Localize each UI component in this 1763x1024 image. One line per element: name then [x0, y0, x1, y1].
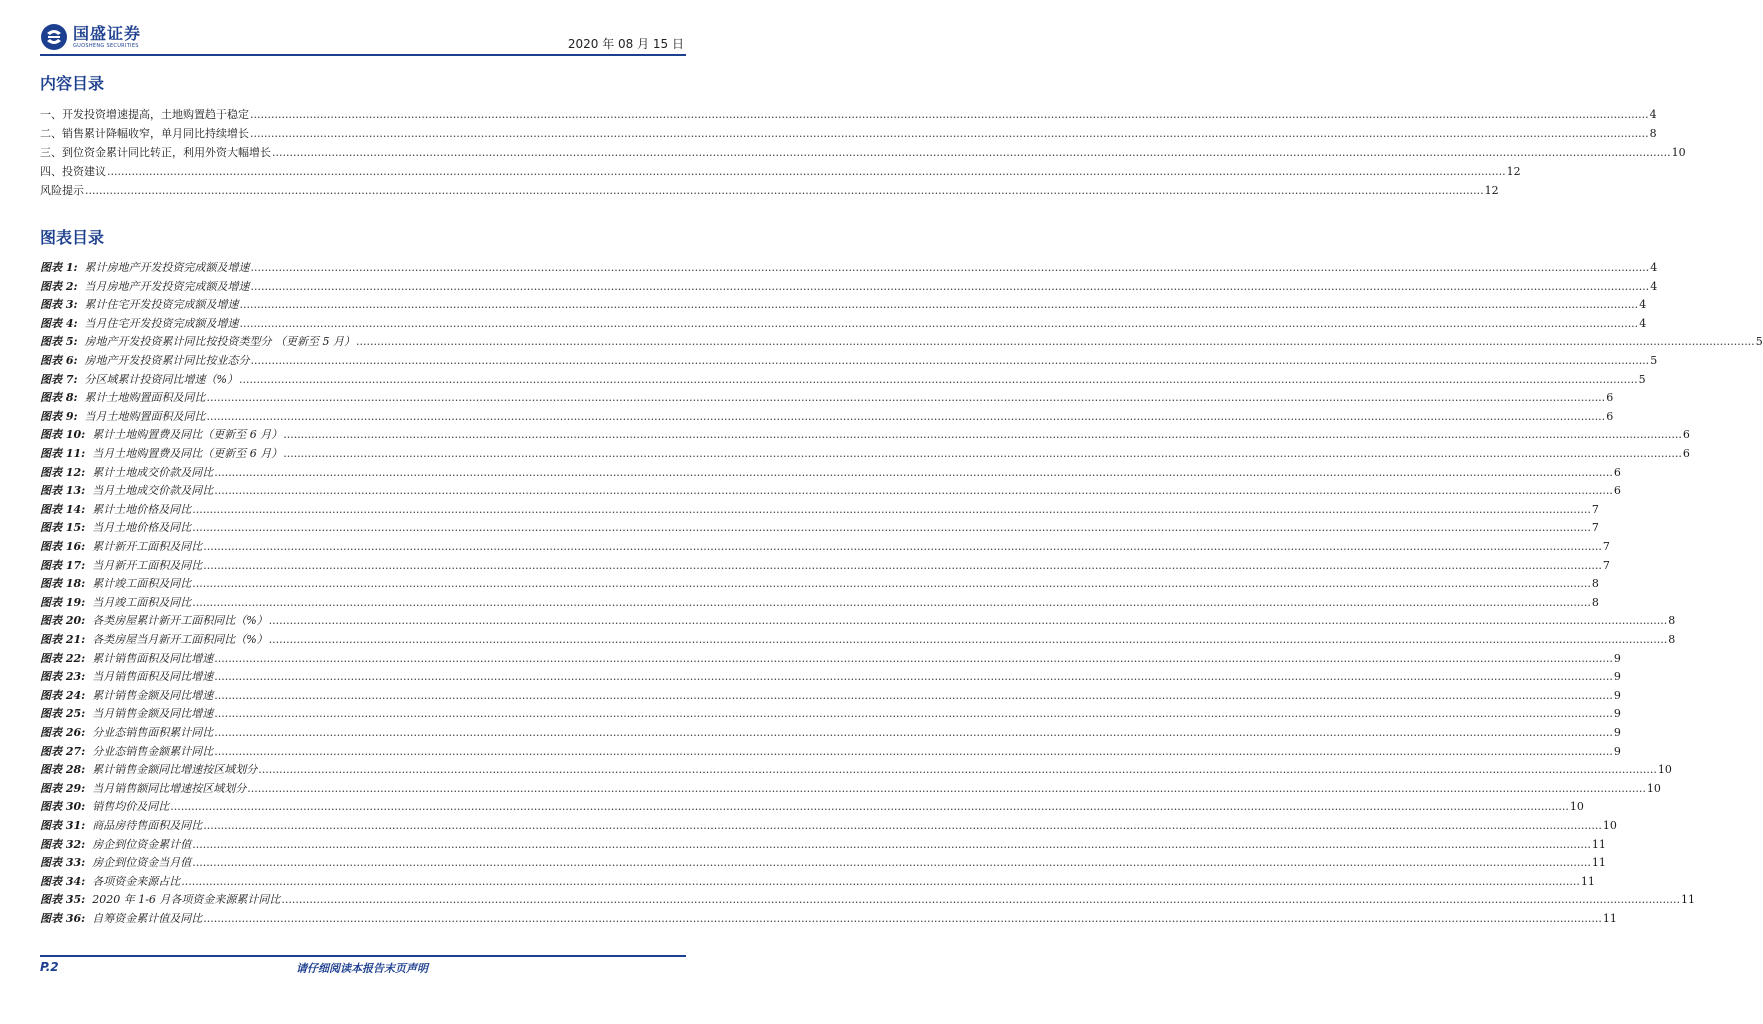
figure-caption: 当月土地成交价款及同比 — [92, 484, 214, 498]
dot-leader: ................................................................................................................................................................................................................................................................................................................................................................................................................ — [192, 577, 1591, 591]
figure-caption: 当月住宅开发投资完成额及增速 — [84, 316, 239, 330]
dot-leader: ................................................................................................................................................................................................................................................................................................................................................................................................................ — [250, 354, 1650, 367]
entry-page-number: 11 — [1591, 837, 1606, 851]
dot-leader: ................................................................................................................................................................................................................................................................................................................................................................................................................ — [250, 108, 1649, 121]
entry-page-number: 6 — [1613, 465, 1621, 479]
entry-label — [40, 428, 282, 442]
figure-number: 图表 34: — [40, 874, 86, 888]
dot-leader: ................................................................................................................................................................................................................................................................................................................................................................................................................ — [192, 521, 1591, 535]
dot-leader: ................................................................................................................................................................................................................................................................................................................................................................................................................ — [268, 633, 1668, 646]
figure-entry[interactable] — [40, 294, 1647, 312]
figure-number: 图表 14: — [40, 502, 86, 516]
dot-leader: ................................................................................................................................................................................................................................................................................................................................................................................................................ — [192, 856, 1591, 870]
entry-label — [40, 577, 191, 591]
figure-entry[interactable] — [40, 313, 1647, 331]
figure-caption: 各类房屋累计新开工面积同比（%） — [92, 614, 268, 628]
dot-leader: ................................................................................................................................................................................................................................................................................................................................................................................................................ — [192, 502, 1591, 516]
figure-entry[interactable] — [40, 406, 1614, 424]
entry-label — [40, 633, 268, 647]
figure-caption: 当月销售金额及同比增速 — [92, 707, 214, 721]
figure-number: 图表 29: — [40, 781, 86, 795]
figure-entry[interactable] — [40, 685, 1621, 703]
figure-number: 图表 36: — [40, 912, 86, 925]
entry-label — [40, 893, 280, 907]
figure-entry[interactable] — [40, 852, 1606, 870]
footer-divider — [40, 955, 686, 957]
entry-page-number: 11 — [1580, 874, 1595, 888]
dot-leader: ................................................................................................................................................................................................................................................................................................................................................................................................................ — [214, 484, 1613, 498]
figure-number: 图表 15: — [40, 521, 86, 535]
logo-icon — [40, 23, 68, 51]
figure-caption: 分区域累计投资同比增速（%） — [84, 372, 238, 386]
figure-entry[interactable] — [40, 387, 1614, 405]
figure-entry[interactable] — [40, 592, 1599, 610]
dot-leader: ................................................................................................................................................................................................................................................................................................................................................................................................................ — [250, 127, 1649, 140]
header-divider — [40, 54, 686, 56]
dot-leader: ................................................................................................................................................................................................................................................................................................................................................................................................................ — [214, 707, 1613, 721]
figure-caption: 分业态销售面积累计同比 — [92, 726, 214, 739]
entry-label — [40, 912, 202, 926]
figure-caption: 当月房地产开发投资完成额及增速 — [84, 279, 250, 293]
figure-caption: 累计住宅开发投资完成额及增速 — [84, 298, 239, 312]
figure-caption: 累计土地购置面积及同比 — [84, 391, 206, 405]
dot-leader: ................................................................................................................................................................................................................................................................................................................................................................................................................ — [203, 558, 1602, 572]
entry-page-number: 12 — [1484, 184, 1499, 197]
figure-caption: 累计销售面积及同比增速 — [92, 651, 214, 665]
entry-label — [40, 261, 250, 275]
figure-entry[interactable] — [40, 871, 1595, 889]
figure-caption: 房企到位资金当月值 — [92, 856, 192, 870]
entry-label — [40, 521, 191, 535]
figure-caption: 累计土地价格及同比 — [92, 502, 192, 516]
entry-label — [40, 707, 213, 721]
dot-leader: ................................................................................................................................................................................................................................................................................................................................................................................................................ — [214, 688, 1613, 702]
figure-number: 图表 21: — [40, 633, 86, 646]
dot-leader: ................................................................................................................................................................................................................................................................................................................................................................................................................ — [247, 781, 1646, 795]
entry-label — [40, 726, 213, 740]
page-number: P.2 — [40, 960, 59, 974]
company-logo — [40, 22, 141, 52]
entry-page-number: 5 — [1638, 372, 1646, 386]
figure-entry[interactable] — [40, 889, 1696, 907]
figure-caption: 当月土地购置面积及同比 — [84, 409, 206, 423]
entry-label — [40, 540, 202, 554]
figure-entry[interactable] — [40, 610, 1676, 628]
entry-page-number: 4 — [1650, 279, 1658, 293]
figure-entry[interactable] — [40, 536, 1610, 554]
figure-entry[interactable] — [40, 555, 1610, 573]
figure-entry[interactable] — [40, 276, 1658, 294]
figure-caption: 累计新开工面积及同比 — [92, 540, 203, 553]
entry-page-number: 6 — [1606, 391, 1614, 405]
entry-label: 四、投资建议 — [40, 165, 106, 178]
entry-page-number: 11 — [1602, 912, 1617, 925]
figure-number: 图表 13: — [40, 484, 86, 498]
dot-leader: ................................................................................................................................................................................................................................................................................................................................................................................................................ — [283, 447, 1682, 460]
figure-number: 图表 1: — [40, 261, 78, 274]
figure-number: 图表 18: — [40, 577, 86, 591]
entry-page-number: 7 — [1602, 540, 1610, 553]
figure-caption: 房地产开发投资累计同比按业态分 — [84, 354, 250, 367]
dot-leader: ................................................................................................................................................................................................................................................................................................................................................................................................................ — [214, 726, 1613, 739]
toc-entry[interactable] — [40, 142, 1686, 160]
figure-number: 图表 20: — [40, 614, 86, 628]
entry-page-number: 7 — [1602, 558, 1610, 572]
figure-caption: 各项资金来源占比 — [92, 874, 181, 888]
logo-english-name: GUOSHENG SECURITIES — [73, 42, 139, 49]
figure-caption: 自筹资金累计值及同比 — [92, 912, 203, 925]
figure-number: 图表 6: — [40, 354, 78, 367]
entry-label — [40, 484, 213, 498]
figure-entry[interactable] — [40, 759, 1672, 777]
entry-page-number: 9 — [1613, 726, 1621, 739]
figure-number: 图表 17: — [40, 558, 86, 572]
entry-page-number: 11 — [1591, 856, 1606, 870]
figure-number: 图表 30: — [40, 800, 86, 814]
entry-page-number: 8 — [1649, 127, 1657, 140]
entry-label — [40, 745, 213, 759]
entry-page-number: 11 — [1681, 893, 1696, 907]
figure-entry[interactable] — [40, 703, 1621, 721]
dot-leader: ................................................................................................................................................................................................................................................................................................................................................................................................................ — [214, 744, 1613, 758]
figure-number: 图表 2: — [40, 279, 78, 293]
entry-page-number: 7 — [1591, 521, 1599, 535]
figure-caption: 当月土地购置费及同比（更新至 6 月） — [92, 447, 283, 460]
figure-number: 图表 31: — [40, 819, 86, 832]
figure-number: 图表 19: — [40, 595, 86, 609]
entry-page-number: 6 — [1682, 428, 1690, 442]
dot-leader: ................................................................................................................................................................................................................................................................................................................................................................................................................ — [268, 614, 1668, 628]
report-date: 2020 年 08 月 15 日 — [567, 37, 684, 51]
entry-label — [40, 856, 191, 870]
entry-label — [40, 782, 246, 796]
figure-number: 图表 35: — [40, 893, 86, 907]
entry-page-number: 9 — [1613, 744, 1621, 758]
entry-label: 二、销售累计降幅收窄，单月同比持续增长 — [40, 127, 249, 140]
dot-leader: ................................................................................................................................................................................................................................................................................................................................................................................................................ — [181, 874, 1580, 888]
entry-page-number: 5 — [1755, 335, 1763, 349]
entry-label — [40, 670, 213, 684]
figure-caption: 累计竣工面积及同比 — [92, 577, 192, 591]
dot-leader: ................................................................................................................................................................................................................................................................................................................................................................................................................ — [203, 912, 1602, 925]
entry-page-number: 6 — [1613, 484, 1621, 498]
figure-number: 图表 3: — [40, 298, 78, 312]
figure-number: 图表 26: — [40, 726, 86, 739]
dot-leader: ................................................................................................................................................................................................................................................................................................................................................................................................................ — [272, 146, 1671, 159]
entry-label — [40, 373, 238, 387]
entry-label — [40, 447, 282, 461]
figure-entry[interactable] — [40, 462, 1621, 480]
figure-caption: 当月土地价格及同比 — [92, 521, 192, 535]
dot-leader: ................................................................................................................................................................................................................................................................................................................................................................................................................ — [214, 465, 1613, 479]
figure-caption: 当月竣工面积及同比 — [92, 595, 192, 609]
dot-leader: ................................................................................................................................................................................................................................................................................................................................................................................................................ — [214, 670, 1613, 684]
logo-chinese-name: 国盛证券 — [73, 23, 142, 43]
entry-page-number: 10 — [1657, 763, 1672, 777]
figure-entry[interactable] — [40, 573, 1599, 591]
toc-title: 内容目录 — [40, 74, 105, 93]
figure-entry[interactable] — [40, 741, 1621, 759]
dot-leader: ................................................................................................................................................................................................................................................................................................................................................................................................................ — [107, 165, 1506, 178]
entry-page-number: 5 — [1650, 354, 1658, 367]
entry-label — [40, 819, 202, 833]
entry-page-number: 10 — [1646, 781, 1661, 795]
figure-caption: 销售均价及同比 — [92, 800, 170, 814]
figure-caption: 2020 年 1-6 月各项资金来源累计同比 — [92, 893, 281, 907]
figure-number: 图表 11: — [40, 447, 86, 460]
entry-page-number: 8 — [1591, 595, 1599, 609]
toc-entry[interactable] — [40, 180, 1499, 198]
entry-page-number: 8 — [1591, 577, 1599, 591]
figure-entry[interactable] — [40, 648, 1621, 666]
figure-entry[interactable] — [40, 257, 1658, 275]
entry-page-number: 4 — [1650, 261, 1658, 274]
figure-entry[interactable] — [40, 722, 1621, 740]
dot-leader: ................................................................................................................................................................................................................................................................................................................................................................................................................ — [283, 428, 1682, 442]
figure-caption: 房企到位资金累计值 — [92, 837, 192, 851]
toc-entry[interactable] — [40, 161, 1521, 179]
figure-number: 图表 10: — [40, 428, 86, 442]
dot-leader: ................................................................................................................................................................................................................................................................................................................................................................................................................ — [85, 184, 1484, 197]
entry-page-number: 12 — [1506, 165, 1521, 178]
entry-page-number: 10 — [1671, 146, 1686, 159]
entry-page-number: 8 — [1668, 614, 1676, 628]
entry-page-number: 6 — [1682, 447, 1690, 460]
entry-page-number: 4 — [1639, 298, 1647, 312]
figure-list-title: 图表目录 — [40, 228, 105, 247]
figure-entry[interactable] — [40, 499, 1599, 517]
entry-page-number: 9 — [1613, 707, 1621, 721]
figure-entry[interactable] — [40, 369, 1646, 387]
dot-leader: ................................................................................................................................................................................................................................................................................................................................................................................................................ — [203, 540, 1602, 553]
figure-entry[interactable] — [40, 517, 1599, 535]
entry-page-number: 9 — [1613, 651, 1621, 665]
figure-caption: 各类房屋当月新开工面积同比（%） — [92, 633, 268, 646]
entry-page-number: 4 — [1649, 108, 1657, 121]
entry-label: 风险提示 — [40, 184, 84, 197]
figure-number: 图表 7: — [40, 372, 78, 386]
entry-label: 一、开发投资增速提高，土地购置趋于稳定 — [40, 108, 249, 121]
dot-leader: ................................................................................................................................................................................................................................................................................................................................................................................................................ — [170, 800, 1569, 814]
dot-leader: ................................................................................................................................................................................................................................................................................................................................................................................................................ — [203, 819, 1602, 832]
entry-page-number: 9 — [1613, 688, 1621, 702]
figure-number: 图表 8: — [40, 391, 78, 405]
entry-label — [40, 298, 239, 312]
entry-page-number: 10 — [1602, 819, 1617, 832]
figure-caption: 当月销售额同比增速按区域划分 — [92, 781, 247, 795]
figure-caption: 累计房地产开发投资完成额及增速 — [84, 261, 250, 274]
entry-page-number: 8 — [1668, 633, 1676, 646]
entry-label — [40, 280, 250, 294]
dot-leader: ................................................................................................................................................................................................................................................................................................................................................................................................................ — [206, 409, 1606, 423]
figure-number: 图表 27: — [40, 744, 86, 758]
figure-number: 图表 22: — [40, 651, 86, 665]
entry-page-number: 4 — [1639, 316, 1647, 330]
figure-number: 图表 9: — [40, 409, 78, 423]
figure-entry[interactable] — [40, 778, 1661, 796]
figure-number: 图表 33: — [40, 856, 86, 870]
figure-caption: 累计销售金额同比增速按区域划分 — [92, 763, 258, 777]
entry-label — [40, 763, 257, 777]
entry-page-number: 9 — [1613, 670, 1621, 684]
figure-number: 图表 28: — [40, 763, 86, 777]
entry-label — [40, 317, 239, 331]
entry-label — [40, 689, 213, 703]
figure-caption: 当月新开工面积及同比 — [92, 558, 203, 572]
figure-entry[interactable] — [40, 424, 1690, 442]
figure-caption: 累计销售金额及同比增速 — [92, 688, 214, 702]
entry-label — [40, 354, 250, 368]
toc-entry[interactable] — [40, 123, 1657, 141]
dot-leader: ................................................................................................................................................................................................................................................................................................................................................................................................................ — [206, 391, 1606, 405]
entry-label — [40, 503, 191, 517]
figure-caption: 商品房待售面积及同比 — [92, 819, 203, 832]
figure-entry[interactable] — [40, 815, 1617, 833]
figure-entry[interactable] — [40, 629, 1676, 647]
figure-entry[interactable] — [40, 331, 1763, 349]
figure-entry[interactable] — [40, 480, 1621, 498]
entry-label: 三、到位资金累计同比转正，利用外资大幅增长 — [40, 146, 271, 159]
figure-caption: 分业态销售金额累计同比 — [92, 744, 214, 758]
figure-entry[interactable] — [40, 908, 1617, 926]
figure-caption: 当月销售面积及同比增速 — [92, 670, 214, 684]
dot-leader: ................................................................................................................................................................................................................................................................................................................................................................................................................ — [356, 335, 1755, 349]
entry-label — [40, 559, 202, 573]
entry-page-number: 6 — [1606, 409, 1614, 423]
entry-label — [40, 652, 213, 666]
figure-caption: 累计土地购置费及同比（更新至 6 月） — [92, 428, 283, 442]
figure-number: 图表 5: — [40, 335, 78, 349]
entry-label — [40, 391, 206, 405]
dot-leader: ................................................................................................................................................................................................................................................................................................................................................................................................................ — [258, 763, 1657, 777]
footer-disclaimer: 请仔细阅读本报告末页声明 — [296, 962, 428, 975]
figure-entry[interactable] — [40, 666, 1621, 684]
dot-leader: ................................................................................................................................................................................................................................................................................................................................................................................................................ — [214, 651, 1613, 665]
figure-entry[interactable] — [40, 796, 1584, 814]
dot-leader: ................................................................................................................................................................................................................................................................................................................................................................................................................ — [239, 298, 1639, 312]
dot-leader: ................................................................................................................................................................................................................................................................................................................................................................................................................ — [239, 316, 1639, 330]
entry-label — [40, 596, 191, 610]
page-header — [40, 22, 686, 56]
figure-number: 图表 23: — [40, 670, 86, 684]
figure-number: 图表 16: — [40, 540, 86, 553]
dot-leader: ................................................................................................................................................................................................................................................................................................................................................................................................................ — [192, 837, 1591, 851]
entry-label — [40, 410, 206, 424]
entry-label — [40, 838, 191, 852]
figure-number: 图表 32: — [40, 837, 86, 851]
figure-entry[interactable] — [40, 350, 1658, 368]
dot-leader: ................................................................................................................................................................................................................................................................................................................................................................................................................ — [192, 595, 1591, 609]
dot-leader: ................................................................................................................................................................................................................................................................................................................................................................................................................ — [239, 372, 1638, 386]
figure-number: 图表 12: — [40, 465, 86, 479]
figure-entry[interactable] — [40, 443, 1690, 461]
figure-number: 图表 4: — [40, 316, 78, 330]
figure-entry[interactable] — [40, 834, 1606, 852]
entry-label — [40, 466, 213, 480]
entry-label — [40, 335, 355, 349]
figure-caption: 房地产开发投资累计同比按投资类型分 （更新至 5 月） — [84, 335, 356, 349]
figure-number: 图表 25: — [40, 707, 86, 721]
entry-label — [40, 800, 169, 814]
dot-leader: ................................................................................................................................................................................................................................................................................................................................................................................................................ — [250, 279, 1650, 293]
dot-leader: ................................................................................................................................................................................................................................................................................................................................................................................................................ — [250, 261, 1650, 274]
toc-entry[interactable] — [40, 104, 1657, 122]
entry-label — [40, 614, 268, 628]
entry-label — [40, 875, 180, 889]
dot-leader: ................................................................................................................................................................................................................................................................................................................................................................................................................ — [281, 893, 1681, 907]
figure-caption: 累计土地成交价款及同比 — [92, 465, 214, 479]
entry-page-number: 10 — [1569, 800, 1584, 814]
figure-number: 图表 24: — [40, 688, 86, 702]
entry-page-number: 7 — [1591, 502, 1599, 516]
